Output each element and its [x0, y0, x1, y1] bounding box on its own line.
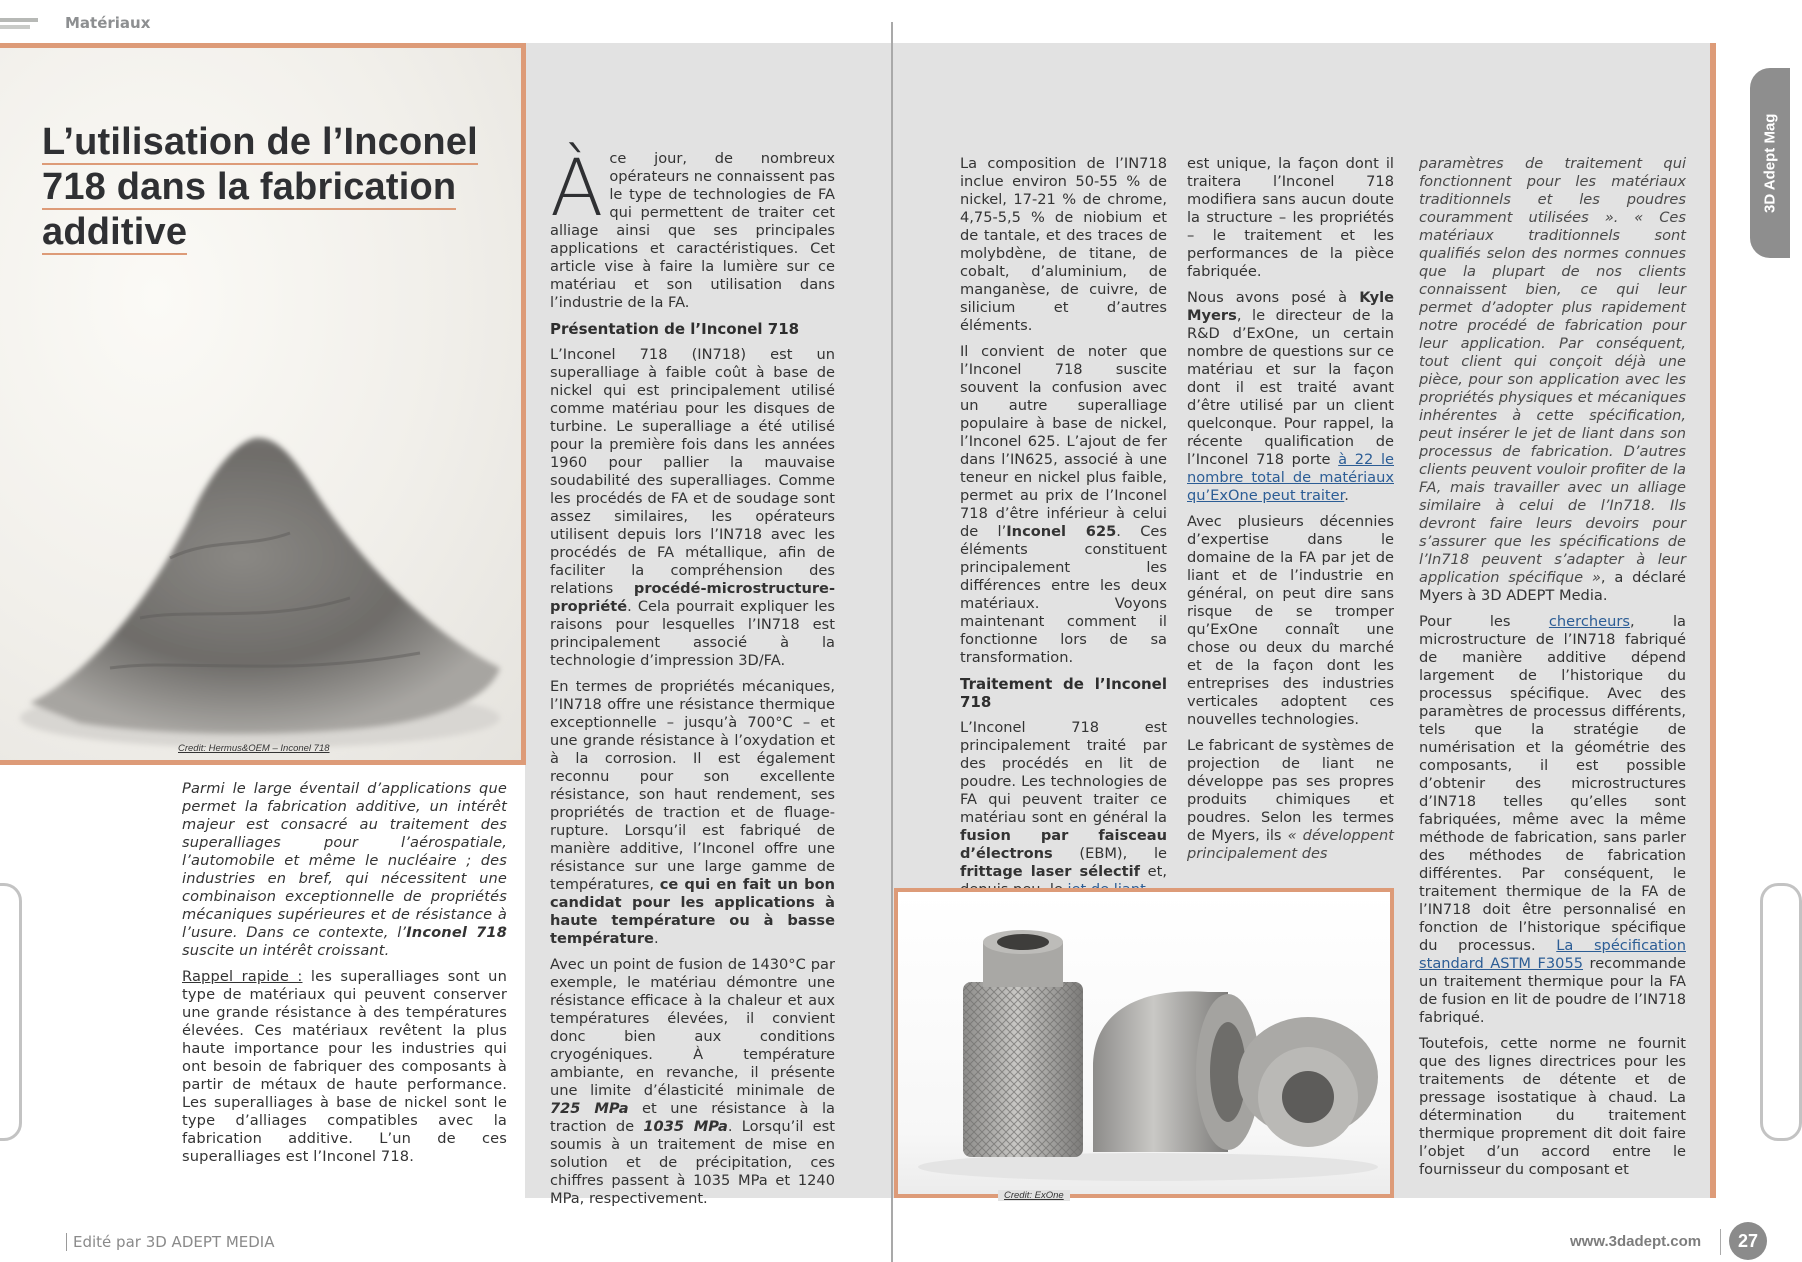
opening-paragraph: À ce jour, de nombreux opérateurs ne connaissent pas le type de technologies de FA qui permettent de traiter cet alliage ainsi que ses principales applications et caractéristiques. Cet article vise à faire la lumière sur ce matériau et son utilisation dans l’industrie de la FA.: [550, 144, 835, 311]
title-line-1: L’utilisation de l’Inconel: [42, 121, 478, 163]
quote-paragraph: paramètres de traitement qui fonctionnent pour les matériaux traditionnels et les poudres couramment utilisées ». « Ces matériaux traditionnels sont qualifiés selon des normes connues que la plupart de nos clients connaissent bien, ce qui leur permet d’adopter plus rapidement notre procédé de fabrication pour leur application. Par conséquent, tout client qui conçoit déjà une pièce, pour son application avec les propriétés physiques et mécaniques inhérentes à cette spécification, peut insérer le jet de liant dans son processus de fabrication. D’autres clients peuvent vouloir profiter de la FA, mais travailler avec un alliage similaire à celui de l’In718. Ils devront faire leurs devoirs pour s’assurer que les spécifications de l’In718 peuvent s’adapter à leur application spécifique », a déclaré Myers à 3D ADEPT Media.: [1419, 155, 1686, 604]
column-4: [1187, 155, 1394, 875]
column-2: [550, 144, 835, 1216]
footer-separator: [1720, 1229, 1721, 1255]
header-bars-decoration: [0, 18, 38, 32]
paragraph: L’Inconel 718 (IN718) est un superalliage à faible coût à base de nickel qui est principalement utilisé comme matériau pour les disques de turbine. Le superalliage a été utilisé pour la première fois dans les années 1960 pour pallier la mauvaise soudabilité des superalliages. Comme les procédés de FA et de soudage sont assez similaires, les opérateurs utilisent depuis lors l’IN718 avec les procédés de FA métallique, afin de faciliter la compréhension des relations procédé-microstructure-propriété. Cela pourrait expliquer les raisons pour lesquelles l’IN718 est principalement associé à la technologie d’impression 3D/FA.: [550, 346, 835, 669]
footer-website-link[interactable]: www.3dadept.com: [1570, 1233, 1702, 1250]
section-label: Matériaux: [65, 14, 151, 32]
link-astm-f3055[interactable]: La spécification standard ASTM F3055: [1419, 937, 1686, 972]
inconel-718-bold: Inconel 718: [406, 924, 507, 941]
paragraph: En termes de propriétés mécaniques, l’IN718 offre une résistance thermique exceptionnelle – jusqu’à 700°C – et une grande résistance à l’oxydation et à la corrosion. Il est également reconnu pour son excellente résistance, son haut rendement, ses propriétés de traction et de fluage-rupture. Lorsqu’il est fabriqué de manière additive, l’Inconel offre une résistance sur une large gamme de températures, ce qui en fait un bon candidat pour les applications à haute température ou à basse température.: [550, 678, 835, 947]
paragraph: Le fabricant de systèmes de projection de liant ne développe pas ses propres produits chimiques et poudres. Selon les termes de Myers, ils « développent principalement des: [1187, 737, 1394, 862]
page-tab-outline-right: [1760, 883, 1802, 1141]
paragraph: Avec plusieurs décennies d’expertise dans le domaine de la FA par jet de liant et de l’industrie en général, on peut dire sans risque de se tromper qu’ExOne connaît une chose ou deux du marché et de la façon dont les entreprises des industries verticales adoptent ces nouvelles technologies.: [1187, 513, 1394, 728]
page-number-badge: 27: [1729, 1222, 1767, 1260]
link-chercheurs[interactable]: chercheurs: [1548, 613, 1630, 630]
paragraph: Avec un point de fusion de 1430°C par exemple, le matériau démontre une résistance efficace à la chaleur et aux températures élevées, il convient donc bien aux conditions cryogéniques. À température ambiante, en revanche, il présente une limite d’élasticité minimale de 725 MPa et une résistance à la traction de 1035 MPa. Lorsqu’il est soumis à un traitement de mise en solution et de précipitation, ces chiffres passent à 1035 MPa et 1240 MPa, respectivement.: [550, 956, 835, 1207]
paragraph: Il convient de noter que l’Inconel 718 suscite souvent la confusion avec un autre superalliage populaire à base de nickel, l’Inconel 625. L’ajout de fer dans l’IN625, associé à une teneur en nickel plus faible, permet au prix de l’Inconel 718 d’être inférieur à celui de l’Inconel 625. Ces éléments constituent principalement les différences entre les deux matériaux. Voyons maintenant comment il fonctionne lors de sa transformation.: [960, 343, 1167, 666]
rappel-paragraph: Rappel rapide : les superalliages sont un type de matériaux qui peuvent conserver une grande résistance à des températures élevées. Ces matériaux revêtent la plus haute importance pour les industries qui ont besoin de fabriquer des composants à partir de métaux de haute performance. Les superalliages à base de nickel sont le type d’alliages compatibles avec la fabrication additive. L’un de ces superalliages est l’Inconel 718.: [182, 968, 507, 1165]
paragraph: est unique, la façon dont il traitera l’Inconel 718 modifiera sans aucun doute la structure – les propriétés – le traitement et les performances de la pièce fabriquée.: [1187, 155, 1394, 280]
metal-fittings-image: [898, 892, 1390, 1194]
subheading-presentation: Présentation de l’Inconel 718: [550, 320, 800, 338]
paragraph: La composition de l’IN718 inclue environ 50-55 % de nickel, 17-21 % de chrome, 4,75-5,5 % de niobium et de tantale, et des traces de molybdène, de titane, de cobalt, d’aluminium, de manganèse, de cuivre, de silicium et d’autres éléments.: [960, 155, 1167, 334]
accent-border-right: [1710, 43, 1716, 1198]
paragraph: Pour les chercheurs, la microstructure de l’IN718 fabriqué de manière additive dépend largement de l’historique du processus spécifique. Avec des paramètres de processus différents, tels que la stratégie de numérisation et la géométrie des composants, il est possible d’obtenir des microstructures d’IN718 telles qu’elles sont fabriquées, même avec la même méthode de fabrication, sans parler des méthodes de fabrication différentes. Par conséquent, le traitement thermique de la FA de l’IN718 doit être personnalisé en fonction de l’historique spécifique du processus. La spécification standard ASTM F3055 recommande un traitement thermique pour la FA de fusion en lit de poudre de l’IN718 fabriqué.: [1419, 613, 1686, 1026]
column-3: [960, 155, 1167, 880]
link-exone-materials[interactable]: à 22 le nombre total de matériaux qu’ExOne peut traiter: [1187, 451, 1394, 504]
page-tab-outline-left: [0, 883, 22, 1141]
title-line-3: additive: [42, 211, 188, 253]
powder-pile-image: [20, 358, 520, 778]
subheading-traitement: Traitement de l’Inconel 718: [960, 675, 1167, 711]
article-title: [42, 120, 522, 255]
rappel-label: Rappel rapide :: [182, 968, 303, 985]
dropcap-letter: À: [550, 144, 604, 234]
magazine-side-tab-label: 3D Adept Mag: [1761, 113, 1779, 213]
hero-image-credit: Credit: Hermus&OEM – Inconel 718: [178, 743, 330, 754]
product-image-credit: Credit: ExOne: [998, 1190, 1070, 1201]
product-image-exone-parts: [894, 888, 1394, 1198]
title-line-2: 718 dans la fabrication: [42, 166, 457, 208]
page-spine-divider: [891, 22, 893, 1262]
intro-paragraph: Parmi le large éventail d’applications que permet la fabrication additive, un intérêt majeur est consacré au traitement des superalliages pour l’aérospatiale, l’automobile et même le nucléaire ; des industries en bref, qui nécessitent une combinaison exceptionnelle de propriétés mécaniques supérieures et de résistance à l’usure. Dans ce contexte, l’Inconel 718 suscite un intérêt croissant.: [182, 780, 507, 959]
footer-publisher: Edité par 3D ADEPT MEDIA: [66, 1233, 274, 1251]
column-5: [1419, 155, 1686, 1187]
column-intro: [182, 780, 507, 1174]
paragraph: Toutefois, cette norme ne fournit que des lignes directrices pour les traitements de détente et de pressage isostatique à chaud. La détermination du traitement thermique proprement dit doit faire l’objet d’un accord entre le fournisseur du composant et: [1419, 1035, 1686, 1178]
paragraph: Nous avons posé à Kyle Myers, le directeur de la R&D d’ExOne, un certain nombre de questions sur ce matériau et sur la façon dont il est traité avant d’être utilisé par un client quelconque. Pour rappel, la récente qualification de l’Inconel 718 porte à 22 le nombre total de matériaux qu’ExOne peut traiter.: [1187, 289, 1394, 504]
paragraph: L’Inconel 718 est principalement traité par des procédés en lit de poudre. Les technologies de FA qui peuvent traiter ce matériau sont en général la fusion par faisceau d’électrons (EBM), le frittage laser sélectif et,: [960, 719, 1167, 899]
